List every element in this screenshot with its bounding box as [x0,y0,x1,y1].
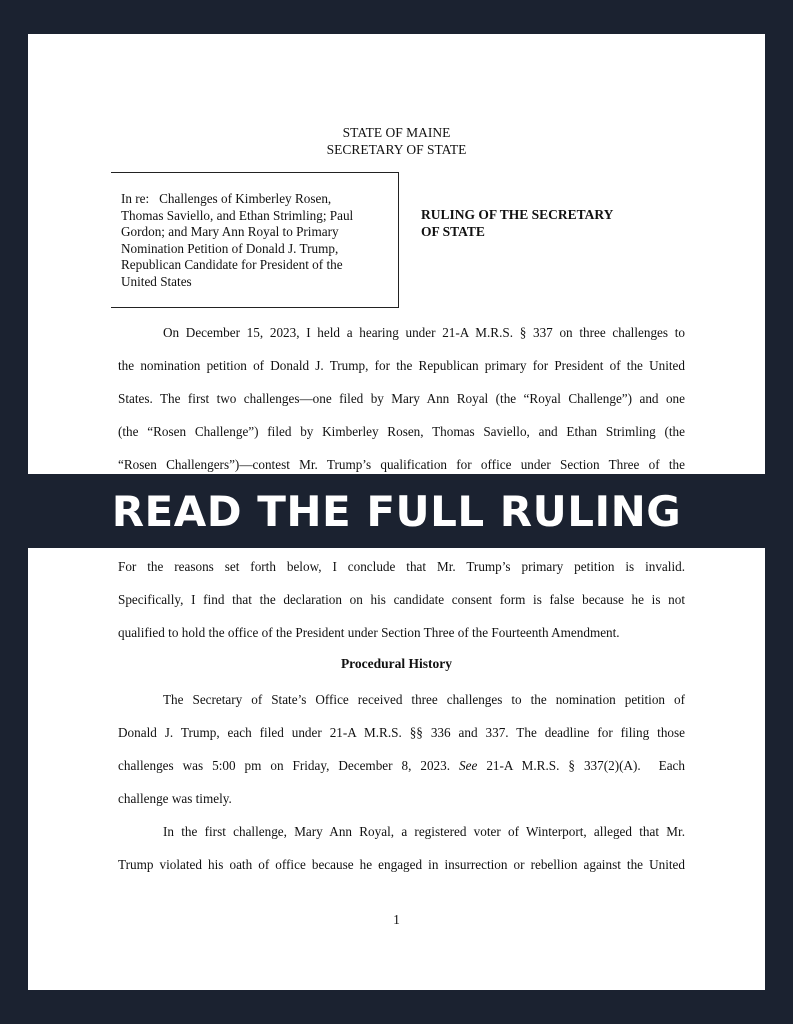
paragraph-line: (the “Rosen Challenge”) filed by Kimberley Rosen, Thomas Saviello, and Ethan Strimling (the [118,424,685,439]
paragraph-line: qualified to hold the office of the President under Section Three of the Fourteenth Amendment. [118,625,620,640]
ruling-title-line: OF STATE [421,224,485,239]
paragraph-line: “Rosen Challengers”)—contest Mr. Trump’s qualification for office under Section Three of the [118,457,685,472]
paragraph-procedural [118,683,685,815]
paragraph-line: In the first challenge, Mary Ann Royal, a registered voter of Winterport, alleged that Mr. [163,824,685,839]
caption-line: Republican Candidate for President of the [121,257,343,272]
paragraph-line: On December 15, 2023, I held a hearing under 21-A M.R.S. § 337 on three challenges to [163,325,685,340]
caption-line: In re: Challenges of Kimberley Rosen, [121,191,332,206]
caption-line: Nomination Petition of Donald J. Trump, [121,240,339,256]
document-header [28,124,765,158]
case-caption [121,191,391,290]
deadline-text: challenges was 5:00 pm on Friday, December 8, 2023. [118,758,451,773]
header-state: STATE OF MAINE [342,125,451,140]
page-number: 1 [393,912,400,927]
caption-line: Gordon; and Mary Ann Royal to Primary [121,224,339,239]
paragraph-intro [118,316,685,481]
paragraph-line: the nomination petition of Donald J. Trump, for the Republican primary for President of the United [118,358,685,373]
paragraph-line: Trump violated his oath of office because he engaged in insurrection or rebellion against the United [118,857,685,872]
paragraph-line: For the reasons set forth below, I conclude that Mr. Trump’s primary petition is invalid. [118,559,685,574]
paragraph-first-challenge [118,815,685,881]
paragraph-line-citation [118,749,685,782]
citation-text: 21-A M.R.S. § 337(2)(A). Each [477,758,686,773]
see-signal: See [459,758,478,773]
paragraph-line: Specifically, I find that the declaration on his candidate consent form is false because he is not [118,592,685,607]
read-full-ruling-banner[interactable] [0,474,793,548]
banner-label[interactable]: READ THE FULL RULING [111,486,682,536]
paragraph-line: Donald J. Trump, each filed under 21-A M.R.S. §§ 336 and 337. The deadline for filing those [118,725,685,740]
header-office: SECRETARY OF STATE [326,142,467,157]
paragraph-line: challenge was timely. [118,791,232,806]
paragraph-line: The Secretary of State’s Office received three challenges to the nomination petition of [163,692,685,707]
caption-line: United States [121,273,192,289]
caption-line: Thomas Saviello, and Ethan Strimling; Paul [121,207,354,223]
ruling-title-line: RULING OF THE SECRETARY [421,207,614,222]
case-caption-box [111,172,399,308]
section-heading: Procedural History [340,656,453,671]
paragraph-line: States. The first two challenges—one filed by Mary Ann Royal (the “Royal Challenge”) and one [118,391,685,406]
paragraph-conclusion [118,550,685,649]
ruling-title [421,206,661,240]
